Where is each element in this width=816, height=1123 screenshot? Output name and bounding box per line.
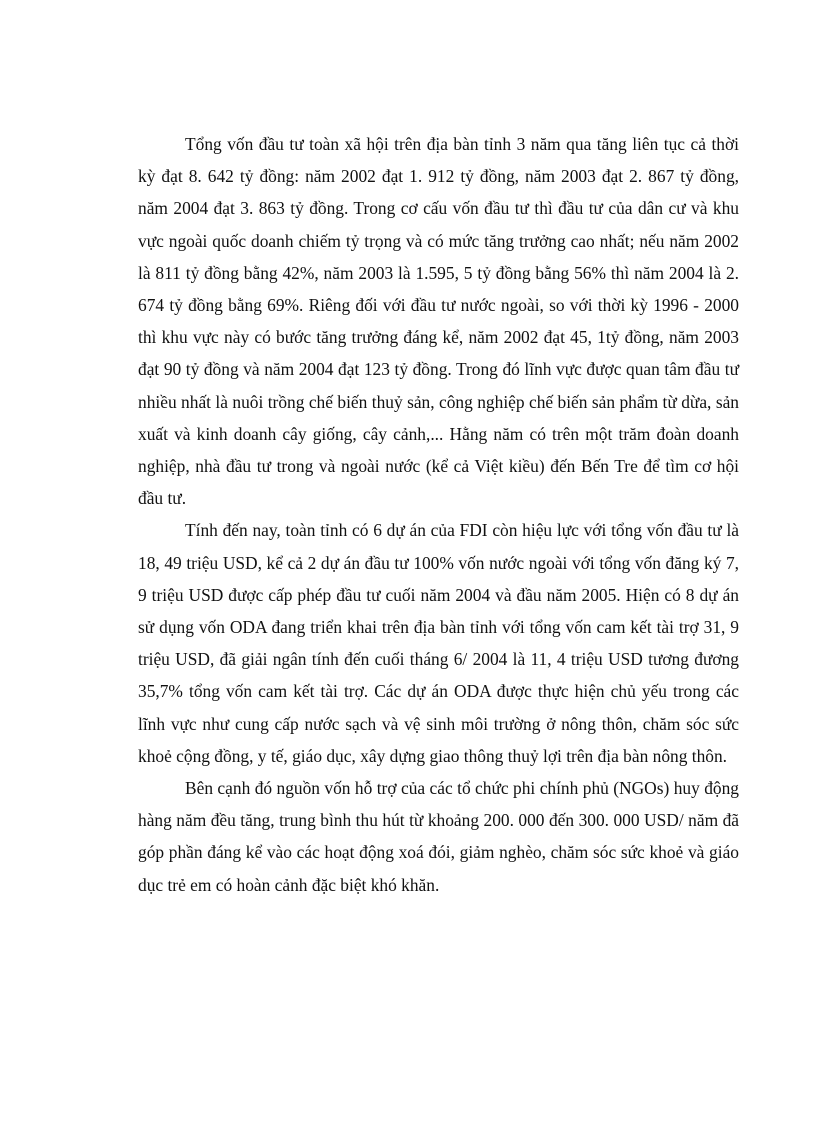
paragraph-total-investment: Tổng vốn đầu tư toàn xã hội trên địa bàn tỉnh 3 năm qua tăng liên tục cả thời kỳ đạt 8. 642 tỷ đồng: năm 2002 đạt 1. 912 tỷ đồng, năm 2003 đạt 2. 867 tỷ đồng, năm 2004 đạt 3. 863 tỷ đồng. Trong cơ cấu vốn đầu tư thì đầu tư của dân cư và khu vực ngoài quốc doanh chiếm tỷ trọng và có mức tăng trưởng cao nhất; nếu năm 2002 là 811 tỷ đồng bằng 42%, năm 2003 là 1.595, 5 tỷ đồng bằng 56% thì năm 2004 là 2. 674 tỷ đồng bằng 69%. Riêng đối với đầu tư nước ngoài, so với thời kỳ 1996 - 2000 thì khu vực này có bước tăng trưởng đáng kể, năm 2002 đạt 45, 1tỷ đồng, năm 2003 đạt 90 tỷ đồng và năm 2004 đạt 123 tỷ đồng. Trong đó lĩnh vực được quan tâm đầu tư nhiều nhất là nuôi trồng chế biến thuỷ sản, công nghiệp chế biến sản phẩm từ dừa, sản xuất và kinh doanh cây giống, cây cảnh,... Hằng năm có trên một trăm đoàn doanh nghiệp, nhà đầu tư trong và ngoài nước (kể cả Việt kiều) đến Bến Tre để tìm cơ hội đầu tư. (138, 134, 739, 509)
document-body (138, 128, 739, 901)
paragraph-ngo-support: Bên cạnh đó nguồn vốn hỗ trợ của các tổ chức phi chính phủ (NGOs) huy động hàng năm đều tăng, trung bình thu hút từ khoảng 200. 000 đến 300. 000 USD/ năm đã góp phần đáng kể vào các hoạt động xoá đói, giảm nghèo, chăm sóc sức khoẻ và giáo dục trẻ em có hoàn cảnh đặc biệt khó khăn. (138, 778, 739, 895)
paragraph-fdi-oda-projects: Tính đến nay, toàn tỉnh có 6 dự án của FDI còn hiệu lực với tổng vốn đầu tư là 18, 49 triệu USD, kể cả 2 dự án đầu tư 100% vốn nước ngoài với tổng vốn đăng ký 7, 9 triệu USD được cấp phép đầu tư cuối năm 2004 và đầu năm 2005. Hiện có 8 dự án sử dụng vốn ODA đang triển khai trên địa bàn tỉnh với tổng vốn cam kết tài trợ 31, 9 triệu USD, đã giải ngân tính đến cuối tháng 6/ 2004 là 11, 4 triệu USD tương đương 35,7% tổng vốn cam kết tài trợ. Các dự án ODA được thực hiện chủ yếu trong các lĩnh vực như cung cấp nước sạch và vệ sinh môi trường ở nông thôn, chăm sóc sức khoẻ cộng đồng, y tế, giáo dục, xây dựng giao thông thuỷ lợi trên địa bàn nông thôn. (138, 520, 739, 766)
